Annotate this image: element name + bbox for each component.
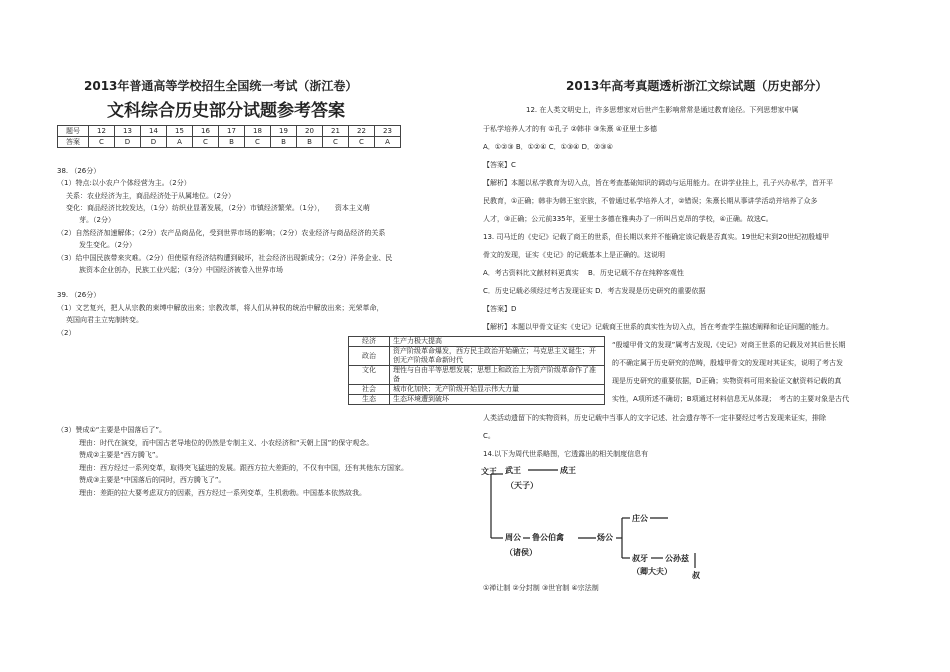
q38-line: 芽。（2分） [79,216,115,224]
table-cell: 14 [141,126,167,137]
right-line: 【解析】本题以私学教育为切入点，旨在考查基础知识的调动与运用能力。在讲学业挂上，孔子兴办私学，首开平 [483,179,833,187]
table-cell: 题号 [58,126,89,137]
table-cell: 22 [349,126,375,137]
table-cell: 生态 [349,395,390,405]
table-cell: 文化 [349,366,390,385]
right-line: 实性，A项所述不确切；B项通过材料信息无从体现； 考古的主要对象是古代 [612,395,850,403]
q39b-line: 理由：西方经过一系列变革，取得突飞猛进的发展。跟西方拉大差距的，不仅有中国，还有其他东方国家。 [79,464,408,472]
table-cell: 20 [297,126,323,137]
table-cell: B [271,137,297,148]
node-zhuanggong: 庄公 [632,514,648,523]
node-gongsunzi: 公孙兹 [665,554,689,563]
left-title: 2013年普通高等学校招生全国统一考试（浙江卷） [84,79,358,93]
right-line: 12. 在人类文明史上，许多思想家对后世产生影响常常是通过教育途径。下列思想家中属 [526,106,799,114]
table-cell: B [297,137,323,148]
table-cell: 15 [167,126,193,137]
table-cell: 生产力极大提高 [390,337,605,347]
q39b-line: 理由：差距的拉大要考虑双方的因素，西方经过一系列变革，生机勃勃。中国基本依然故我。 [79,489,366,497]
right-line: 现是历史研究的重要依据，D正确；实物资料可用来验证文献资料记载的真 [612,377,842,385]
table-cell: C [89,137,115,148]
table-cell: 社会 [349,385,390,395]
right-line: 【答案】D [483,305,517,313]
right-line: 13. 司马迁的《史记》记载了商王的世系，但长期以来并不能确定该记载是否真实。19世纪末到20世纪初殷墟甲 [483,233,830,241]
q39b-line: 赞成②主要是“西方腾飞”。 [79,451,163,459]
table-row [349,395,605,405]
q38-line: 变化：商品经济比较发达，（1分）纺织业显著发展，（2分）市镇经济繁荣。（1分）， 资本主义萌 [66,204,370,212]
right-line: A．①②③ B．①②④ C．①③④ D．②③④ [483,143,613,151]
node-wenwang: 文王 [481,467,497,476]
table-row [349,385,605,395]
table-cell: A [375,137,401,148]
right-line: 14.以下为周代世系略图，它透露出的相关制度信息有 [483,450,649,458]
table-cell: C [323,137,349,148]
table-cell: 21 [323,126,349,137]
table-cell: 13 [115,126,141,137]
right-line: 的不确定属于历史研究的范畴，殷墟甲骨文的发现对其证实，说明了考古发 [612,359,843,367]
q38-line: 族资本企业创办，民族工业兴起；（3分）中国经济被卷入世界市场 [79,266,283,274]
node-chengwang: 成王 [560,466,576,475]
table-cell: 资产阶级革命爆发，西方民主政治开始确立；马克思主义诞生；开创无产阶级革命新时代 [390,347,605,366]
right-line: 【答案】C [483,161,516,169]
table-cell: D [141,137,167,148]
q39-line: （2） [57,329,76,337]
q38-line: 38. （26分） [57,167,101,175]
table-cell: C [245,137,271,148]
table-row [349,347,605,366]
table-cell: 城市化加快；无产阶级开始显示伟大力量 [390,385,605,395]
table-row [349,366,605,385]
answer-table-row [58,137,401,148]
q39-line: 39. （26分） [57,291,101,299]
right-title: 2013年高考真题透析浙江文综试题（历史部分） [566,79,828,93]
label-zhuhou: （诸侯） [505,548,537,557]
table-cell: 16 [193,126,219,137]
table-cell: C [349,137,375,148]
right-line: C．历史记载必须经过考古发现证实 D．考古发现是历史研究的重要依据 [483,287,706,295]
q14-options: ①禅让制 ②分封制 ③世官制 ④宗法制 [483,584,599,592]
right-line: 人才，③正确；公元前335年，亚里士多德在雅典办了一所叫吕克昂的学校，④正确。故选C。 [483,215,773,223]
table-cell: 经济 [349,337,390,347]
table-cell: 17 [219,126,245,137]
node-wuwang: 武王 [505,466,521,475]
q38-line: （2）自然经济加速解体；（2分）农产品商品化，受到世界市场的影响；（2分）农业经济与商品经济的关系 [57,229,386,237]
table-cell: 生态环境遭到破坏 [390,395,605,405]
table-cell: 理性与自由平等思想发展；思想上和政治上为资产阶级革命作了准备 [390,366,605,385]
right-line: 骨文的发现，证实《史记》的记载基本上是正确的。这说明 [483,251,665,259]
node-yegong: 炀公 [597,533,613,542]
q38-line: （1）特点:以小农户个体经营为主。（2分） [57,179,191,187]
label-dafu: （卿大夫） [632,567,672,576]
node-shuya: 叔牙 [632,554,648,563]
right-line: 民教育，①正确；韩非为韩王室宗族，不曾通过私学培养人才，②错误；朱熹长期从事讲学活动并培养了众多 [483,197,818,205]
table-cell: 答案 [58,137,89,148]
answer-table-row [58,126,401,137]
q38-line: （3）给中国民族带来灾难。（2分）但使原有经济结构遭到破坏，社会经济出现新成分；（2分）洋务企业、民 [57,254,393,262]
q39b-line: 理由：时代在演变，而中国古老导地位的仍然是专制主义、小农经济和“天朝上国”的保守观念。 [79,439,374,447]
table-cell: 23 [375,126,401,137]
right-line: 人类活动遗留下的实物资料，历史记载中当事人的文字记述、社会遗存等不一定非要经过考古发现来证实，排除 [483,414,826,422]
table-cell: 19 [271,126,297,137]
right-line: C。 [483,432,495,440]
table-cell: B [219,137,245,148]
table-cell: C [193,137,219,148]
node-boqin: 鲁公伯禽 [532,533,564,542]
right-line: 于私学培养人才的有 ①孔子 ②韩非 ③朱熹 ④亚里士多德 [483,125,658,133]
table-row [349,337,605,347]
label-tianzi: （天子） [506,481,538,490]
q39-line: 英国向君主立宪制转变。 [66,316,143,324]
q38-line: 发生变化。（2分） [79,241,136,249]
table-cell: D [115,137,141,148]
mini-table [348,336,605,405]
q39-line: （1）文艺复兴，把人从宗教的束缚中解放出来；宗教改革，将人们从神权的统治中解放出来；光荣革命， [57,304,384,312]
q39b-line: （3）赞成①“主要是中国落后了”。 [57,426,166,434]
q38-line: 关系：农业经济为主，商品经济处于从属地位。（2分） [66,192,235,200]
table-cell: A [167,137,193,148]
node-zhougong: 周公 [505,533,521,542]
table-cell: 12 [89,126,115,137]
right-line: 【解析】本题以甲骨文证实《史记》记载商王世系的真实性为切入点，旨在考查学生描述阐释和论证问题的能力。 [483,323,833,331]
left-subtitle: 文科综合历史部分试题参考答案 [107,101,345,121]
node-tail: 叔 [692,571,700,580]
table-cell: 18 [245,126,271,137]
right-line: “殷墟甲骨文的发现”属考古发现,《史记》对商王世系的记载及对其后世长期 [612,341,846,349]
right-line: A．考古资料比文献材料更真实 B．历史记载不存在纯粹客观性 [483,269,684,277]
table-cell: 政治 [349,347,390,366]
q39b-line: 赞成③主要是“中国落后的同时，西方腾飞了”。 [79,476,226,484]
answer-table [57,125,401,148]
